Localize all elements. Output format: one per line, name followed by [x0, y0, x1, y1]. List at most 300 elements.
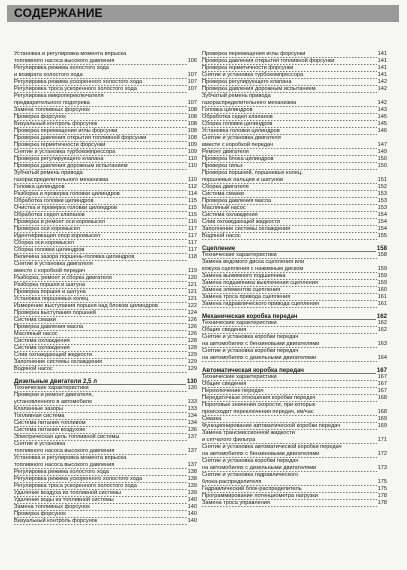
toc-entry — [202, 500, 387, 507]
toc-entry — [202, 334, 387, 341]
toc-entry-title: Снятие и установка коробки передач — [202, 458, 299, 464]
toc-entry — [202, 135, 387, 142]
toc-entry-title: кожуха сцепления с нажимным диском — [202, 266, 304, 272]
toc-entry-page: 130 — [186, 378, 197, 385]
toc-entry-title: топливного насоса высокого давления — [14, 448, 115, 454]
toc-entry — [14, 219, 197, 226]
toc-entry — [14, 359, 197, 366]
toc-entry-title: Проверка поршня и шатуна — [14, 289, 86, 295]
toc-entry — [202, 430, 387, 437]
toc-entry-page: 136 — [187, 427, 197, 433]
toc-entry-title: Идентификация опор коромысел — [14, 233, 101, 239]
toc-entry-page: 106 — [187, 58, 197, 64]
toc-entry-title: Технические характеристики — [14, 385, 89, 391]
toc-entry-page: 178 — [377, 500, 387, 506]
toc-entry-title: Система смазки — [14, 317, 56, 323]
toc-entry — [14, 233, 197, 240]
toc-entry-title: Регулировка режима холостого хода — [14, 469, 109, 475]
toc-entry — [14, 420, 197, 427]
toc-entry-page: 154 — [377, 212, 387, 218]
toc-entry-title: Снятие и установка двигателя — [14, 261, 93, 267]
toc-entry — [202, 395, 387, 402]
toc-entry-page: 137 — [187, 448, 197, 454]
toc-entry-title: на автомобилях с дизельными двигателями — [202, 355, 317, 361]
toc-entry-page: 134 — [187, 413, 197, 419]
toc-entry — [14, 338, 197, 345]
toc-entry-title: Водяной насос — [202, 233, 241, 239]
toc-entry-title: Сборка двигателя — [202, 184, 249, 190]
toc-entry — [202, 128, 387, 135]
toc-section-heading — [202, 367, 387, 374]
toc-entry — [202, 198, 387, 205]
toc-entry-page: 124 — [187, 310, 197, 316]
toc-entry — [202, 266, 387, 273]
toc-entry-title: Обработка седел клапанов — [14, 212, 85, 218]
toc-entry-title: Сборка головки цилиндров — [14, 247, 85, 253]
toc-entry — [14, 121, 197, 128]
toc-entry-title: Проверка давления дорожным испытанием — [14, 163, 128, 169]
toc-entry-page: 128 — [187, 338, 197, 344]
toc-entry — [14, 303, 197, 310]
toc-entry-page: 134 — [187, 420, 197, 426]
toc-entry-title: Головка цилиндров — [14, 184, 65, 190]
toc-entry-title: Регулировка режима ускоренного холостого хода — [14, 476, 143, 482]
toc-entry — [202, 423, 387, 430]
toc-entry-title: Проверка форсунок — [14, 511, 66, 517]
toc-entry-title: происходит переключения передач, км/час — [202, 409, 314, 415]
toc-entry-page: 141 — [377, 58, 387, 64]
toc-entry — [202, 114, 387, 121]
toc-entry — [14, 331, 197, 338]
toc-entry — [14, 476, 197, 483]
toc-entry-page: 160 — [377, 287, 387, 293]
toc-entry-page: 158 — [377, 252, 387, 258]
toc-entry-title: на автомобилях с бензиновыми двигателями — [202, 341, 320, 347]
toc-entry-title: Установка головки цилиндров — [202, 128, 280, 134]
toc-entry — [14, 497, 197, 504]
toc-entry-title: Проверка герметичности форсунки — [14, 142, 106, 148]
toc-entry — [14, 142, 197, 149]
toc-entry-title: Проверка перемещения иглы форсунки — [14, 128, 118, 134]
toc-entry-title: Сцепление — [202, 245, 236, 252]
toc-entry-title: Снятие и установка — [14, 441, 66, 447]
toc-entry-page: 141 — [377, 65, 387, 71]
toc-entry-page: 115 — [188, 212, 197, 218]
toc-entry-title: Автоматическая коробка передач — [202, 367, 304, 374]
toc-entry-title: газораспределительного механизма — [14, 177, 109, 183]
toc-entry — [202, 444, 387, 451]
toc-entry — [14, 483, 197, 490]
toc-entry-page: 129 — [187, 366, 197, 372]
toc-entry-title: Снятие и установка турбокомпрессора — [202, 72, 304, 78]
toc-entry-title: Замена трансмиссионной жидкости — [202, 430, 295, 436]
toc-entry-page: 168 — [377, 395, 387, 401]
toc-entry-title: Технические характеристики — [202, 320, 277, 326]
toc-entry-page: 139 — [187, 490, 197, 496]
toc-entry-title: Замена выжимного подшипника — [202, 273, 286, 279]
toc-entry-page: 175 — [377, 479, 387, 485]
toc-entry-page: 109 — [187, 149, 197, 155]
toc-entry-title: Снятие и установка коробки передач — [202, 334, 299, 340]
toc-entry-title: Величина зазора поршень-головка цилиндров — [14, 254, 135, 260]
toc-entry — [202, 388, 387, 395]
toc-entry — [14, 504, 197, 511]
toc-entry-page: 155 — [377, 233, 387, 239]
toc-entry-title: Проверки и ремонт двигателя, — [14, 392, 94, 398]
toc-entry-page: 110 — [188, 177, 197, 183]
toc-section-heading — [202, 245, 387, 252]
toc-entry — [14, 198, 197, 205]
toc-entry-page: 164 — [377, 355, 387, 361]
toc-entry-title: Проверка давления масла — [14, 324, 84, 330]
toc-entry — [14, 511, 197, 518]
toc-entry-page: 167 — [377, 381, 387, 387]
toc-entry — [14, 191, 197, 198]
toc-entry-page: 133 — [187, 399, 197, 405]
toc-entry — [202, 163, 387, 170]
toc-entry-page: 173 — [377, 465, 387, 471]
toc-entry-page: 109 — [187, 142, 197, 148]
toc-entry-title: Замена гидравлического привода сцепления — [202, 301, 319, 307]
toc-entry-page: 121 — [187, 282, 197, 288]
toc-entry-title: Система охлаждения — [202, 212, 258, 218]
toc-entry — [202, 177, 387, 184]
toc-entry-page: 138 — [187, 476, 197, 482]
toc-entry-page: 133 — [187, 406, 197, 412]
toc-entry — [202, 479, 387, 486]
toc-entry-page: 159 — [377, 266, 387, 272]
toc-entry — [14, 448, 197, 455]
toc-entry-title: Регулировка троса ускоренного холостого хода — [14, 86, 137, 92]
toc-entry-page: 126 — [187, 331, 197, 337]
toc-entry-title: вместе с коробкой передач — [14, 268, 85, 274]
toc-entry-title: Система охлаждения — [14, 338, 70, 344]
toc-entry-page: 171 — [377, 437, 387, 443]
toc-entry — [14, 427, 197, 434]
toc-entry-title: вместе с коробкой передач — [202, 142, 273, 148]
toc-entry-page: 117 — [188, 247, 197, 253]
toc-entry-page: 140 — [187, 504, 197, 510]
toc-entry-page: 130 — [187, 385, 197, 391]
toc-entry — [202, 287, 387, 294]
toc-entry-title: Замена троса привода сцепления — [202, 294, 291, 300]
toc-entry-page: 117 — [188, 240, 197, 246]
toc-entry-title: Установка и регулировка момента впрыска — [14, 51, 127, 57]
toc-entry — [202, 184, 387, 191]
toc-entry-title: Общие сведения — [202, 327, 247, 333]
toc-entry-title: Регулировка режима ускоренного холостого хода — [14, 79, 143, 85]
toc-entry-title: на автомобилях с бензиновыми двигателями — [202, 451, 320, 457]
toc-entry-page: 112 — [188, 184, 197, 190]
toc-entry-title: Обработка головки цилиндров — [14, 198, 94, 204]
toc-entry — [202, 355, 387, 362]
toc-entry-page: 108 — [187, 128, 197, 134]
toc-entry-page: 108 — [187, 107, 197, 113]
toc-entry-title: Гидравлический блок-распределитель — [202, 486, 302, 492]
toc-entry-page: 147 — [377, 142, 387, 148]
toc-entry-page: 126 — [187, 317, 197, 323]
toc-entry — [202, 86, 387, 93]
toc-entry-title: Топливная система — [14, 413, 65, 419]
toc-entry-title: Дизельные двигатели 2,5 л — [14, 378, 98, 385]
toc-entry-title: Замена подшипника выключения сцепления — [202, 280, 318, 286]
toc-entry — [14, 455, 197, 462]
toc-entry-page: 154 — [377, 226, 387, 232]
toc-entry-page: 159 — [377, 273, 387, 279]
toc-entry-title: Проверка давления открытия топливной форсунки — [202, 58, 335, 64]
toc-entry-title: Программирование потенциометра нагрузки — [202, 493, 318, 499]
toc-entry-page: 169 — [377, 423, 387, 429]
toc-entry-page: 107 — [187, 72, 197, 78]
toc-entry — [14, 296, 197, 303]
toc-entry-page: 154 — [377, 219, 387, 225]
toc-entry-page: 141 — [377, 51, 387, 57]
toc-entry-title: Механическая коробка передач — [202, 313, 298, 320]
toc-entry — [14, 317, 197, 324]
toc-entry-title: Визуальный контроль форсунок — [14, 121, 98, 127]
toc-entry-title: Передаточные отношения коробки передач — [202, 395, 316, 401]
toc-entry — [14, 462, 197, 469]
toc-entry-page: 115 — [188, 198, 197, 204]
toc-entry-page: 138 — [187, 469, 197, 475]
toc-entry-page: 107 — [187, 86, 197, 92]
toc-entry-title: Проверка и ремонт оси коромысел — [14, 219, 105, 225]
toc-entry-title: Снятие и установка гидравлического — [202, 472, 299, 478]
toc-entry — [14, 352, 197, 359]
toc-entry — [202, 327, 387, 334]
toc-entry-page: 118 — [188, 254, 197, 260]
toc-entry-title: Проверка давления открытия топливной форсунки — [14, 135, 147, 141]
toc-entry — [14, 163, 197, 170]
toc-entry — [14, 205, 197, 212]
toc-entry-title: Проверка герметичности форсунки — [202, 65, 294, 71]
toc-entry-title: блока-распределителя — [202, 479, 262, 485]
toc-entry — [202, 212, 387, 219]
toc-entry — [202, 233, 387, 240]
toc-entry — [202, 493, 387, 500]
toc-entry — [202, 93, 387, 100]
toc-entry-title: Зубчатый ремень привода — [14, 170, 83, 176]
toc-entry — [202, 58, 387, 65]
toc-entry-title: Проверка давления масла — [202, 198, 272, 204]
toc-entry — [202, 348, 387, 355]
toc-entry-page: 175 — [377, 486, 387, 492]
toc-entry — [14, 413, 197, 420]
toc-entry — [14, 72, 197, 79]
toc-entry-title: Проверка выступания поршней — [14, 310, 96, 316]
toc-entry-page: 167 — [377, 388, 387, 394]
toc-entry — [14, 275, 197, 282]
toc-entry — [14, 93, 197, 100]
toc-entry-title: Регулировка троса ускоренного холостого хода — [14, 483, 137, 489]
toc-entry-title: Снятие и установка коробки передач — [202, 348, 299, 354]
toc-entry — [202, 416, 387, 423]
toc-entry — [202, 191, 387, 198]
toc-entry-page: 169 — [377, 416, 387, 422]
toc-entry-page: 142 — [377, 79, 387, 85]
toc-entry-title: Система смазки — [202, 191, 244, 197]
toc-entry-title: Пороговые значения скорости, при которых — [202, 402, 316, 408]
toc-entry — [202, 465, 387, 472]
toc-entry — [14, 135, 197, 142]
toc-entry — [202, 374, 387, 381]
contents-column-left — [14, 51, 197, 525]
toc-entry — [202, 170, 387, 177]
toc-entry — [14, 86, 197, 93]
toc-entry-title: Удаление воды из топливной системы — [14, 497, 114, 503]
toc-entry-page: 161 — [377, 301, 387, 307]
toc-entry — [202, 381, 387, 388]
toc-entry-title: Система питания топливом — [14, 420, 86, 426]
toc-entry — [202, 226, 387, 233]
toc-entry — [202, 301, 387, 308]
toc-entry — [14, 345, 197, 352]
toc-entry-title: газораспределительного механизма — [202, 100, 297, 106]
toc-entry — [202, 252, 387, 259]
toc-entry — [202, 219, 387, 226]
toc-entry — [14, 366, 197, 373]
toc-entry-title: Масляный насос — [14, 331, 58, 337]
toc-entry-title: Сборка оси коромысел — [14, 240, 74, 246]
toc-entry-page: 122 — [187, 303, 197, 309]
toc-entry-title: Проверка регулирующего клапана — [202, 79, 292, 85]
toc-entry-page: 150 — [377, 163, 387, 169]
toc-entry — [14, 58, 197, 65]
toc-entry-page: 129 — [187, 359, 197, 365]
toc-entry-page: 108 — [187, 114, 197, 120]
toc-entry-page: 163 — [377, 341, 387, 347]
toc-entry — [14, 282, 197, 289]
toc-entry-title: Функционирование автоматической коробки передач — [202, 423, 341, 429]
toc-entry-title: Замена троса управления — [202, 500, 270, 506]
toc-entry-title: Установка и регулировка момента впрыска — [14, 455, 127, 461]
toc-entry-title: на автомобилях с дизельными двигателями — [202, 465, 317, 471]
toc-entry-title: Проверка гильз — [202, 163, 243, 169]
toc-entry-page: 140 — [187, 518, 197, 524]
toc-entry-title: Замена топливных форсунок — [14, 504, 90, 510]
toc-entry — [14, 385, 197, 392]
toc-entry-page: 150 — [377, 156, 387, 162]
toc-entry-page: 145 — [377, 114, 387, 120]
toc-entry-title: Смазка — [202, 416, 222, 422]
toc-entry-title: Слив охлаждающей жидкости — [202, 219, 281, 225]
toc-entry-title: Масляный насос — [202, 205, 246, 211]
toc-section-heading — [14, 378, 197, 385]
toc-entry — [202, 280, 387, 287]
toc-entry — [14, 114, 197, 121]
toc-entry-page: 115 — [188, 205, 197, 211]
toc-entry-page: 159 — [377, 280, 387, 286]
toc-entry-page: 108 — [187, 121, 197, 127]
toc-entry — [14, 254, 197, 261]
toc-entry-title: Слив охлаждающей жидкости — [14, 352, 93, 358]
toc-entry-page: 117 — [188, 233, 197, 239]
toc-entry-title: Клапанные зазоры — [14, 406, 63, 412]
toc-entry-title: Общие сведения — [202, 381, 247, 387]
toc-entry-page: 120 — [187, 275, 197, 281]
toc-entry-page: 152 — [377, 184, 387, 190]
toc-entry — [14, 399, 197, 406]
toc-entry-page: 172 — [377, 451, 387, 457]
toc-entry-title: Замена топливных форсунок — [14, 107, 90, 113]
toc-entry-page: 114 — [188, 191, 197, 197]
toc-entry-page: 140 — [187, 497, 197, 503]
toc-entry — [14, 289, 197, 296]
toc-entry-page: 110 — [188, 163, 197, 169]
toc-entry-title: установленного в автомобиле — [14, 399, 93, 405]
toc-entry — [14, 128, 197, 135]
toc-entry-page: 117 — [188, 226, 197, 232]
toc-entry — [202, 156, 387, 163]
toc-entry-title: и возврата холостого хода — [14, 72, 83, 78]
toc-entry-title: Заполнение системы охлаждения — [14, 359, 103, 365]
toc-entry — [14, 268, 197, 275]
toc-entry — [14, 100, 197, 107]
toc-entry-page: 153 — [377, 191, 387, 197]
toc-entry-title: Снятие и установка двигателя — [202, 135, 281, 141]
toc-entry — [202, 79, 387, 86]
toc-entry — [14, 392, 197, 399]
toc-entry-title: Проверка блока цилиндров — [202, 156, 274, 162]
toc-entry — [202, 437, 387, 444]
toc-entry — [14, 226, 197, 233]
toc-entry — [14, 324, 197, 331]
toc-entry-page: 121 — [187, 296, 197, 302]
toc-entry — [202, 409, 387, 416]
toc-entry — [14, 177, 197, 184]
toc-entry-title: Проверка форсунок — [14, 114, 66, 120]
toc-entry-page: 119 — [188, 268, 197, 274]
toc-entry-title: Головка цилиндров — [202, 107, 253, 113]
toc-entry-title: Система охлаждения — [14, 345, 70, 351]
toc-entry-title: Технические характеристики — [202, 252, 277, 258]
toc-entry-title: Разборка и проверка головки цилиндров — [14, 191, 120, 197]
toc-entry-title: Зубчатый ремень привода — [202, 93, 271, 99]
toc-entry — [202, 149, 387, 156]
toc-entry-title: Разборка поршня и шатуна — [14, 282, 85, 288]
toc-entry-title: Проверка перемещения иглы форсунки — [202, 51, 306, 57]
toc-entry-title: Очистка и проверка головки цилиндров — [14, 205, 117, 211]
toc-entry-page: 168 — [377, 409, 387, 415]
toc-entry-page: 149 — [377, 149, 387, 155]
toc-entry-title: Замена ведомого диска сцепления или — [202, 259, 305, 265]
toc-entry-title: Электрическая цепь топливной системы — [14, 434, 120, 440]
toc-entry — [202, 142, 387, 149]
toc-entry-title: Переключение передач — [202, 388, 264, 394]
toc-entry-page: 142 — [377, 100, 387, 106]
toc-entry-title: Регулировка микропереключателя — [14, 93, 104, 99]
toc-entry-title: Проверка регулирующего клапана — [14, 156, 104, 162]
toc-entry-page: 143 — [377, 107, 387, 113]
toc-entry-title: топливного насоса высокого давления — [14, 462, 115, 468]
contents-header-bar — [7, 5, 399, 22]
toc-entry-page: 107 — [187, 100, 197, 106]
toc-entry-title: топливного насоса высокого давления — [14, 58, 115, 64]
toc-entry — [202, 273, 387, 280]
toc-entry-title: Регулировка режима холостого хода — [14, 65, 109, 71]
toc-entry-page: 107 — [187, 79, 197, 85]
toc-entry-title: Ремонт двигателя — [202, 149, 249, 155]
toc-entry — [202, 65, 387, 72]
toc-entry-title: Обработка седел клапанов — [202, 114, 273, 120]
toc-entry — [14, 65, 197, 72]
toc-entry — [202, 402, 387, 409]
toc-entry-title: Проверка давления дорожным испытанием — [202, 86, 316, 92]
toc-entry — [202, 107, 387, 114]
toc-entry-page: 153 — [377, 198, 387, 204]
toc-entry-page: 129 — [187, 352, 197, 358]
toc-entry — [14, 469, 197, 476]
